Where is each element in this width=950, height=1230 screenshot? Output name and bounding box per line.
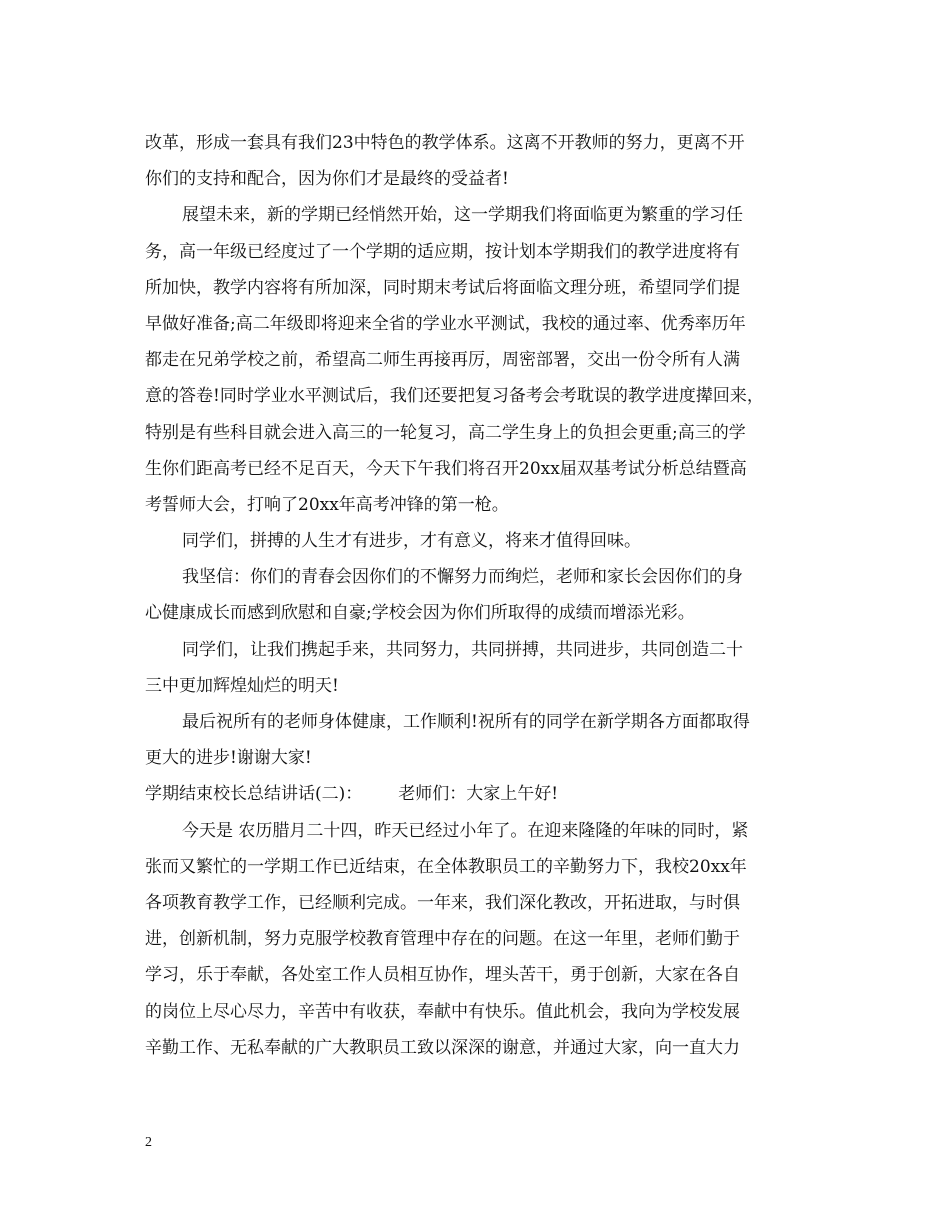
page-number: 2 xyxy=(145,1135,152,1150)
text-line: 生你们距高考已经不足百天，今天下午我们将召开20xx届双基考试分析总结暨高 xyxy=(145,458,747,479)
text-line: 务，高一年级已经度过了一个学期的适应期，按计划本学期我们的教学进度将有 xyxy=(145,241,740,262)
text-line: 你们的支持和配合，因为你们才是最终的受益者! xyxy=(145,169,509,190)
text-line: 心健康成长而感到欣慰和自豪;学校会因为你们所取得的成绩而增添光彩。 xyxy=(145,603,695,624)
paragraph-start-line: 展望未来，新的学期已经悄然开始，这一学期我们将面临更为繁重的学习任 xyxy=(182,205,743,226)
text-line: 进，创新机制，努力克服学校教育管理中存在的问题。在这一年里，老师们勤于 xyxy=(145,929,740,950)
text-line: 更大的进步!谢谢大家! xyxy=(145,748,312,769)
text-line: 张而又繁忙的一学期工作已近结束，在全体教职员工的辛勤努力下，我校20xx年 xyxy=(145,856,747,877)
text-line: 意的答卷!同时学业水平测试后，我们还要把复习备考会考耽误的教学进度撵回来， xyxy=(145,386,764,407)
text-line: 都走在兄弟学校之前，希望高二师生再接再厉，周密部署，交出一份令所有人满 xyxy=(145,350,740,371)
paragraph-start-line: 我坚信：你们的青春会因你们的不懈努力而绚烂，老师和家长会因你们的身 xyxy=(182,567,743,588)
text-line: 辛勤工作、无私奉献的广大教职员工致以深深的谢意，并通过大家，向一直大力 xyxy=(145,1037,740,1058)
text-line: 各项教育教学工作，已经顺利完成。一年来，我们深化教改，开拓进取，与时俱 xyxy=(145,892,740,913)
paragraph-start-line: 今天是 农历腊月二十四，昨天已经过小年了。在迎来隆隆的年味的同时，紧 xyxy=(182,820,749,841)
text-line: 考誓师大会，打响了20xx年高考冲锋的第一枪。 xyxy=(145,494,509,515)
paragraph-start-line: 同学们，拼搏的人生才有进步，才有意义，将来才值得回味。 xyxy=(182,531,641,552)
paragraph-start-line: 最后祝所有的老师身体健康，工作顺利!祝所有的同学在新学期各方面都取得 xyxy=(182,712,750,732)
text-line: 的岗位上尽心尽力，辛苦中有收获，奉献中有快乐。值此机会，我向为学校发展 xyxy=(145,1001,740,1022)
section-title: 学期结束校长总结讲话(二)： xyxy=(145,784,363,805)
text-line: 学习，乐于奉献，各处室工作人员相互协作，埋头苦干，勇于创新，大家在各自 xyxy=(145,965,740,986)
text-line: 特别是有些科目就会进入高三的一轮复习，高二学生身上的负担会更重;高三的学 xyxy=(145,422,746,443)
paragraph-start-line: 同学们，让我们携起手来，共同努力，共同拼搏，共同进步，共同创造二十 xyxy=(182,639,743,660)
text-line: 早做好准备;高二年级即将迎来全省的学业水平测试，我校的通过率、优秀率历年 xyxy=(145,313,746,334)
text-line: 三中更加辉煌灿烂的明天! xyxy=(145,675,339,696)
salutation: 老师们：大家上午好! xyxy=(398,784,559,805)
document-body xyxy=(145,125,815,1066)
text-line: 改革，形成一套具有我们23中特色的教学体系。这离不开教师的努力，更离不开 xyxy=(145,133,745,153)
text-line: 所加快，教学内容将有所加深，同时期末考试后将面临文理分班，希望同学们提 xyxy=(145,277,740,298)
section-heading-line xyxy=(145,776,815,812)
